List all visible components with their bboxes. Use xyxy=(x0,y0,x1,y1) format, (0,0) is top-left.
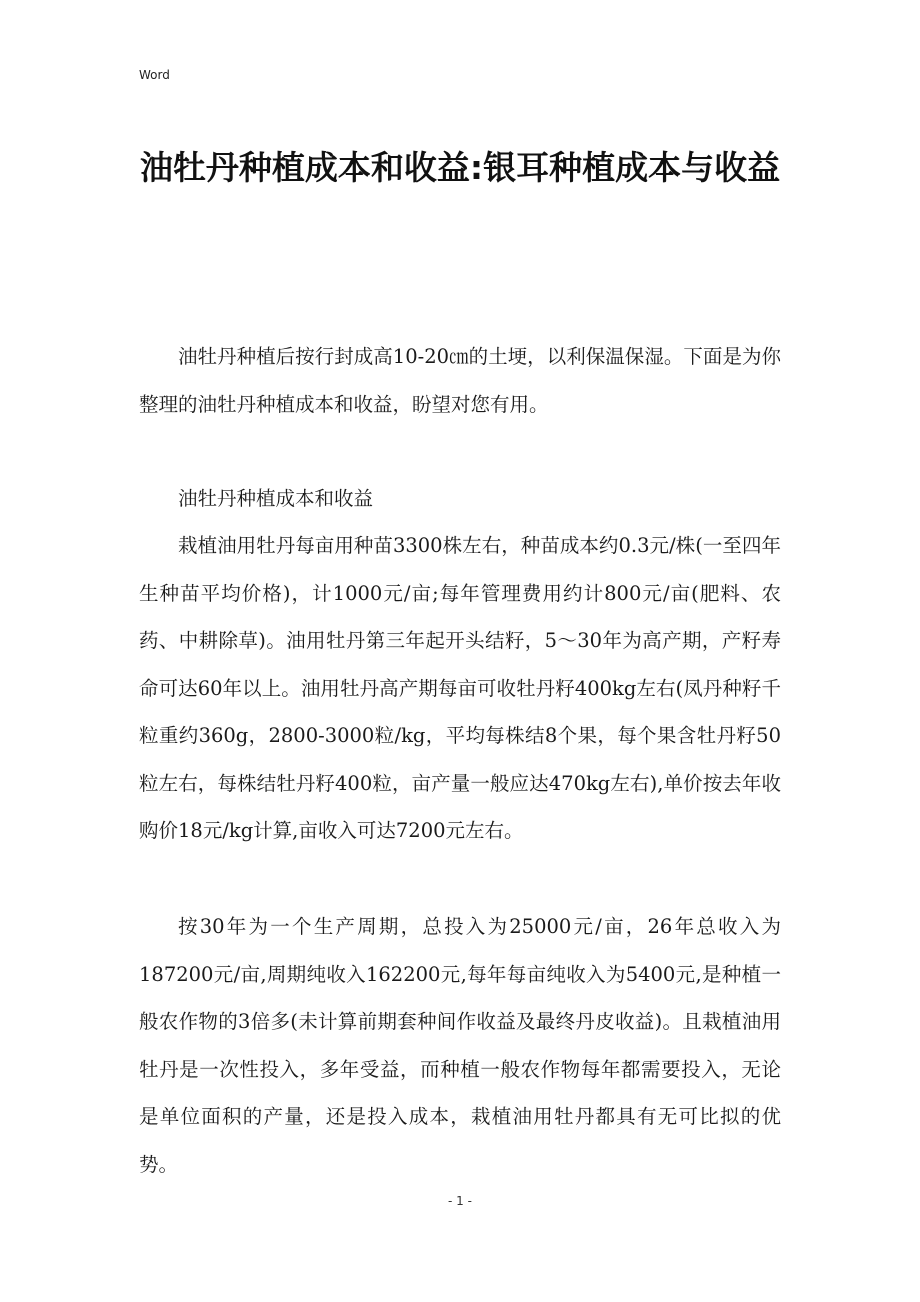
income-paragraph: 按30年为一个生产周期，总投入为25000元/亩，26年总收入为187200元/亩,周期纯收入162200元,每年每亩纯收入为5400元,是种植一般农作物的3倍多(未计算前期套种间作收益及最终丹皮收益)。且栽植油用牡丹是一次性投入，多年受益，而种植一般农作物每年都需要投入，无论是单位面积的产量，还是投入成本，栽植油用牡丹都具有无可比拟的优势。 xyxy=(139,915,781,1176)
header-label: Word xyxy=(139,68,170,82)
page-number: - 1 - xyxy=(448,1194,472,1208)
cost-paragraph: 栽植油用牡丹每亩用种苗3300株左右，种苗成本约0.3元/株(一至四年生种苗平均价格)，计1000元/亩;每年管理费用约计800元/亩(肥料、农药、中耕除草)。油用牡丹第三年起开头结籽，5～30年为高产期，产籽寿命可达60年以上。油用牡丹高产期每亩可收牡丹籽400kg左右(凤丹种籽千粒重约360g，2800-3000粒/kg，平均每株结8个果，每个果含牡丹籽50粒左右，每株结牡丹籽400粒，亩产量一般应达470kg左右),单价按去年收购价18元/kg计算,亩收入可达7200元左右。 xyxy=(139,534,781,842)
document-title: 油牡丹种植成本和收益:银耳种植成本与收益 xyxy=(139,148,781,187)
section-heading: 油牡丹种植成本和收益 xyxy=(178,487,374,510)
intro-paragraph: 油牡丹种植后按行封成高10-20㎝的土埂，以利保温保湿。下面是为你整理的油牡丹种植成本和收益，盼望对您有用。 xyxy=(139,345,781,416)
